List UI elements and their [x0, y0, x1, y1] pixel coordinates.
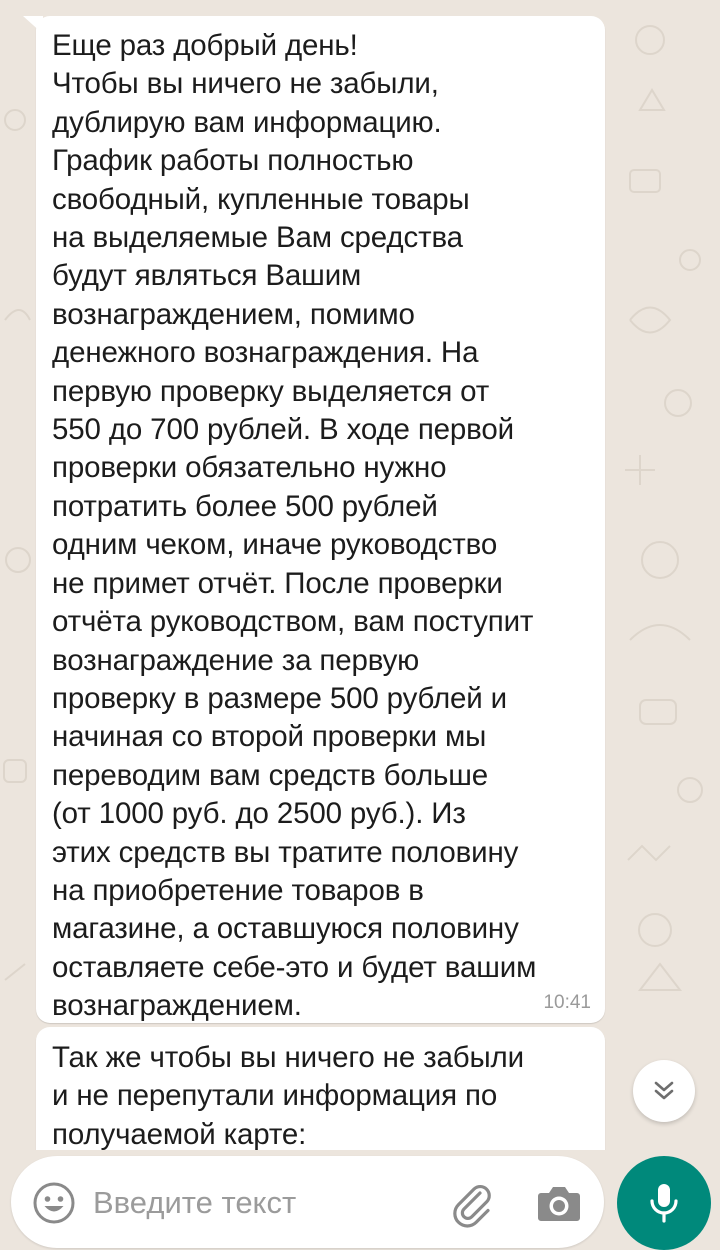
bubble-tail [23, 16, 43, 36]
emoji-button[interactable] [31, 1180, 77, 1226]
message-bubble [36, 16, 605, 1023]
scroll-to-bottom-button[interactable] [633, 1060, 695, 1122]
paperclip-icon [447, 1178, 497, 1228]
message-bubble [36, 1027, 605, 1150]
emoji-icon [31, 1180, 77, 1226]
message-text: Еще раз добрый день! Чтобы вы ничего не забыли, дублирую вам информацию. График работы полностью свободный, купленные товары на выделяемые Вам средства будут являться Вашим вознаграждением, помимо денежного вознаграждения. На первую проверку выделяется от 550 до 700 рублей. В ходе первой проверки обязательно нужно потратить более 500 рублей одним чеком, иначе руководство не примет отчёт. После проверки отчёта руководством, вам поступит вознаграждение за первую проверку в размере 500 рублей и начиная со второй проверки мы переводим вам средств больше (от 1000 руб. до 2500 руб.). Из этих средств вы тратите половину на приобретение товаров в магазине, а оставшуюся половину оставляете себе-это и будет вашим вознаграждением. [52, 29, 537, 1023]
message-text: Так же чтобы вы ничего не забыли и не перепутали информация по получаемой карте: [52, 1041, 524, 1150]
camera-icon [535, 1180, 583, 1226]
message-input[interactable] [93, 1178, 423, 1228]
message-timestamp: 10:41 [543, 992, 591, 1013]
camera-button[interactable] [535, 1180, 583, 1226]
chevron-double-down-icon [650, 1077, 678, 1105]
message-composer [11, 1156, 604, 1248]
microphone-icon [644, 1181, 684, 1225]
attach-button[interactable] [447, 1178, 497, 1228]
voice-record-button[interactable] [617, 1156, 711, 1250]
